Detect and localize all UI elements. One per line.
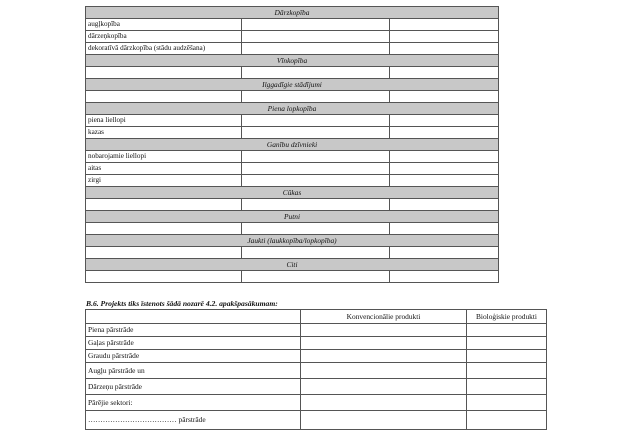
input-cell[interactable] — [242, 175, 390, 187]
table-row — [86, 324, 547, 337]
input-cell[interactable] — [467, 337, 547, 350]
input-cell[interactable] — [390, 271, 499, 283]
table-row — [86, 411, 547, 430]
row-label — [86, 271, 242, 283]
input-cell[interactable] — [390, 247, 499, 259]
input-cell[interactable] — [467, 411, 547, 430]
input-cell[interactable] — [467, 379, 547, 395]
row-label: aitas — [86, 163, 242, 175]
input-cell[interactable] — [390, 91, 499, 103]
column-header — [86, 310, 301, 324]
table-row — [86, 379, 547, 395]
section-header-row — [86, 7, 499, 19]
input-cell[interactable] — [301, 395, 467, 411]
table-row — [86, 19, 499, 31]
row-label: dārzeņkopība — [86, 31, 242, 43]
input-cell[interactable] — [242, 247, 390, 259]
input-cell[interactable] — [467, 350, 547, 363]
input-cell[interactable] — [301, 324, 467, 337]
b6-heading: B.6. Projekts tiks īstenots šādā nozarē 4.2. apakšpasākumam: — [86, 299, 278, 308]
input-cell[interactable] — [301, 411, 467, 430]
section-header-row — [86, 211, 499, 223]
table-row — [86, 271, 499, 283]
section-title: Ganību dzīvnieki — [86, 139, 499, 151]
table-row — [86, 199, 499, 211]
table-row — [86, 175, 499, 187]
section-title: Citi — [86, 259, 499, 271]
row-label — [86, 91, 242, 103]
row-label: piena liellopi — [86, 115, 242, 127]
input-cell[interactable] — [390, 43, 499, 55]
input-cell[interactable] — [390, 175, 499, 187]
input-cell[interactable] — [242, 43, 390, 55]
input-cell[interactable] — [242, 91, 390, 103]
input-cell[interactable] — [242, 31, 390, 43]
section-header-row — [86, 259, 499, 271]
input-cell[interactable] — [242, 271, 390, 283]
row-label: nobarojamie liellopi — [86, 151, 242, 163]
b6-table — [85, 309, 547, 430]
row-label: Augļu pārstrāde un — [86, 363, 301, 379]
section-title: Dārzkopība — [86, 7, 499, 19]
row-label: dekoratīvā dārzkopība (stādu audzēšana) — [86, 43, 242, 55]
sector-table — [85, 6, 499, 283]
table-row — [86, 31, 499, 43]
section-title: Vīnkopība — [86, 55, 499, 67]
table-row — [86, 151, 499, 163]
input-cell[interactable] — [242, 223, 390, 235]
input-cell[interactable] — [390, 31, 499, 43]
section-header-row — [86, 103, 499, 115]
table-row — [86, 395, 547, 411]
input-cell[interactable] — [301, 363, 467, 379]
input-cell[interactable] — [242, 67, 390, 79]
row-label: ……………………………… pārstrāde — [86, 411, 301, 430]
section-title: Cūkas — [86, 187, 499, 199]
input-cell[interactable] — [390, 163, 499, 175]
row-label — [86, 199, 242, 211]
section-header-row — [86, 79, 499, 91]
row-label: augļkopība — [86, 19, 242, 31]
input-cell[interactable] — [242, 115, 390, 127]
input-cell[interactable] — [242, 19, 390, 31]
column-header: Konvencionālie produkti — [301, 310, 467, 324]
section-title: Putni — [86, 211, 499, 223]
row-label: zirgi — [86, 175, 242, 187]
input-cell[interactable] — [301, 350, 467, 363]
section-header-row — [86, 55, 499, 67]
section-title: Jaukti (laukkopība/lopkopība) — [86, 235, 499, 247]
row-label: Dārzeņu pārstrāde — [86, 379, 301, 395]
table-row — [86, 223, 499, 235]
input-cell[interactable] — [390, 19, 499, 31]
table-row — [86, 363, 547, 379]
table-row — [86, 127, 499, 139]
input-cell[interactable] — [467, 324, 547, 337]
row-label — [86, 67, 242, 79]
input-cell[interactable] — [390, 151, 499, 163]
input-cell[interactable] — [301, 337, 467, 350]
section-title: Piena lopkopība — [86, 103, 499, 115]
input-cell[interactable] — [390, 199, 499, 211]
table-row — [86, 67, 499, 79]
b6-header-row — [86, 310, 547, 324]
table-row — [86, 163, 499, 175]
table-row — [86, 43, 499, 55]
row-label: Piena pārstrāde — [86, 324, 301, 337]
row-label: Gaļas pārstrāde — [86, 337, 301, 350]
column-header: Bioloģiskie produkti — [467, 310, 547, 324]
input-cell[interactable] — [242, 199, 390, 211]
table-row — [86, 350, 547, 363]
input-cell[interactable] — [390, 127, 499, 139]
row-label: Pārējie sektori: — [86, 395, 301, 411]
input-cell[interactable] — [242, 127, 390, 139]
input-cell[interactable] — [467, 363, 547, 379]
input-cell[interactable] — [390, 67, 499, 79]
section-header-row — [86, 139, 499, 151]
table-row — [86, 91, 499, 103]
input-cell[interactable] — [390, 223, 499, 235]
table-row — [86, 115, 499, 127]
row-label: kazas — [86, 127, 242, 139]
section-header-row — [86, 187, 499, 199]
table-row — [86, 337, 547, 350]
input-cell[interactable] — [301, 379, 467, 395]
input-cell[interactable] — [390, 115, 499, 127]
input-cell[interactable] — [242, 163, 390, 175]
input-cell[interactable] — [467, 395, 547, 411]
row-label — [86, 247, 242, 259]
input-cell[interactable] — [242, 151, 390, 163]
section-header-row — [86, 235, 499, 247]
section-title: Ilggadīgie stādījumi — [86, 79, 499, 91]
row-label — [86, 223, 242, 235]
row-label: Graudu pārstrāde — [86, 350, 301, 363]
table-row — [86, 247, 499, 259]
